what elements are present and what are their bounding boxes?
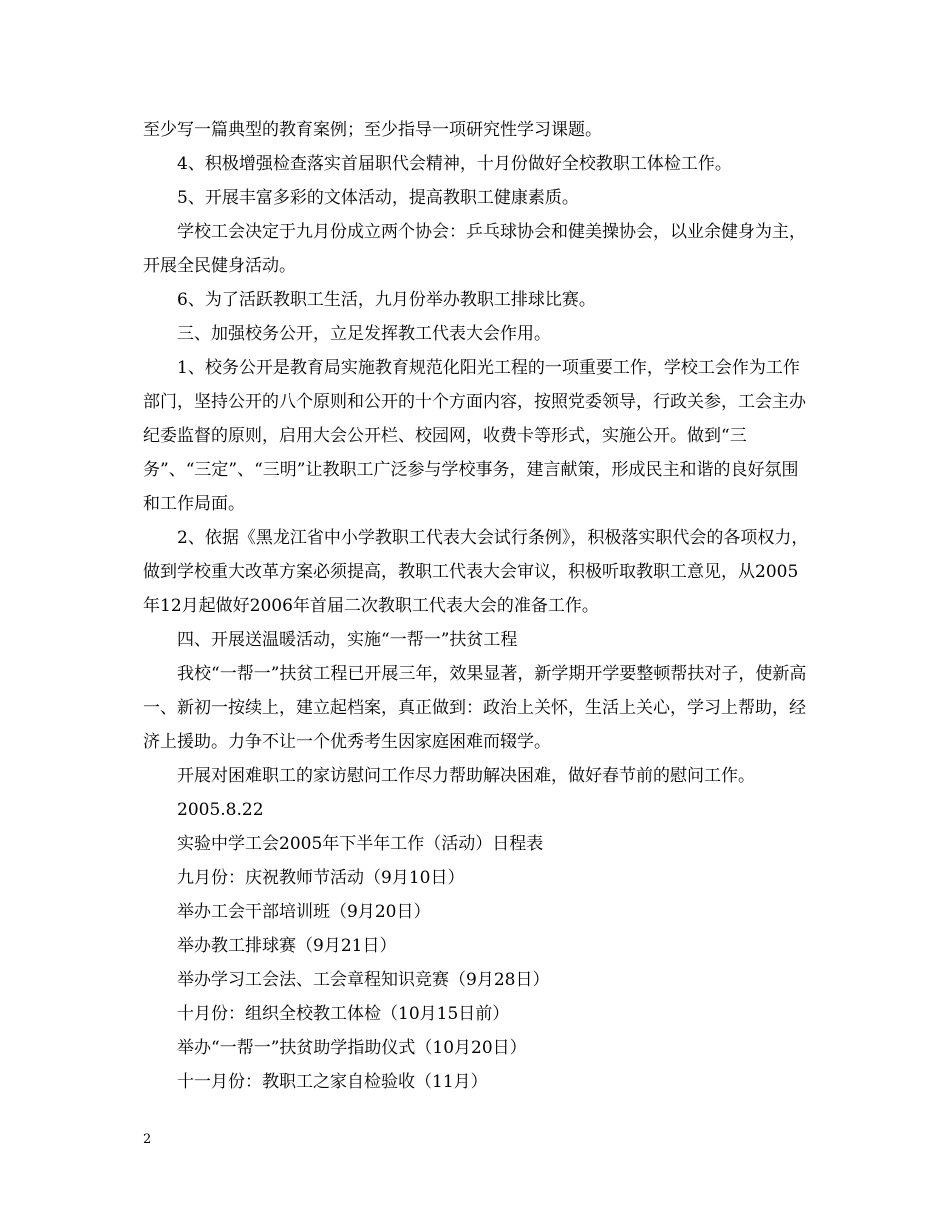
paragraph: 2005.8.22	[177, 800, 264, 820]
paragraph: 至少写一篇典型的教育案例；至少指导一项研究性学习课题。	[143, 120, 602, 140]
paragraph: 举办“一帮一”扶贫助学指助仪式（10月20日）	[177, 1038, 527, 1058]
paragraph: 学校工会决定于九月份成立两个协会：乒乓球协会和健美操协会，以业余健身为主，开展全民健身活动。	[143, 222, 806, 276]
paragraph: 九月份：庆祝教师节活动（9月10日）	[177, 868, 465, 888]
paragraph: 三、加强校务公开，立足发挥教工代表大会作用。	[177, 324, 551, 344]
paragraph: 四、开展送温暖活动，实施“一帮一”扶贫工程	[177, 630, 518, 650]
paragraph: 举办学习工会法、工会章程知识竞赛（9月28日）	[177, 970, 550, 990]
paragraph: 2、依据《黑龙江省中小学教职工代表大会试行条例》，积极落实职代会的各项权力，做到学校重大改革方案必须提高，教职工代表大会审议，积极听取教职工意见，从2005年12月起做好2006年首届二次教职工代表大会的准备工作。	[143, 528, 809, 616]
paragraph: 5、开展丰富多彩的文体活动，提高教职工健康素质。	[177, 188, 579, 208]
paragraph: 我校“一帮一”扶贫工程已开展三年，效果显著，新学期开学要整顿帮扶对子，使新高一、新初一按续上，建立起档案，真正做到：政治上关怀，生活上关心，学习上帮助，经济上援助。力争不让一个优秀考生因家庭困难而辍学。	[143, 664, 807, 752]
paragraph: 4、积极增强检查落实首届职代会精神，十月份做好全校教职工体检工作。	[177, 154, 732, 174]
paragraph: 开展对困难职工的家访慰问工作尽力帮助解决困难，做好春节前的慰问工作。	[177, 766, 755, 786]
paragraph: 实验中学工会2005年下半年工作（活动）日程表	[177, 834, 544, 854]
paragraph: 举办工会干部培训班（9月20日）	[177, 902, 431, 922]
paragraph: 十一月份：教职工之家自检验收（11月）	[177, 1072, 488, 1092]
paragraph: 6、为了活跃教职工生活，九月份举办教职工排球比赛。	[177, 290, 596, 310]
paragraph: 1、校务公开是教育局实施教育规范化阳光工程的一项重要工作，学校工会作为工作部门，坚持公开的八个原则和公开的十个方面内容，按照党委领导，行政关参，工会主办纪委监督的原则，启用大会公开栏、校园网，收费卡等形式，实施公开。做到“三务”、“三定”、“三明”让教职工广泛参与学校事务，建言献策，形成民主和谐的良好氛围和工作局面。	[143, 358, 806, 514]
paragraph: 十月份：组织全校教工体检（10月15日前）	[177, 1004, 510, 1024]
document-body	[143, 113, 815, 1099]
page-number: 2	[143, 1132, 152, 1147]
paragraph: 举办教工排球赛（9月21日）	[177, 936, 397, 956]
